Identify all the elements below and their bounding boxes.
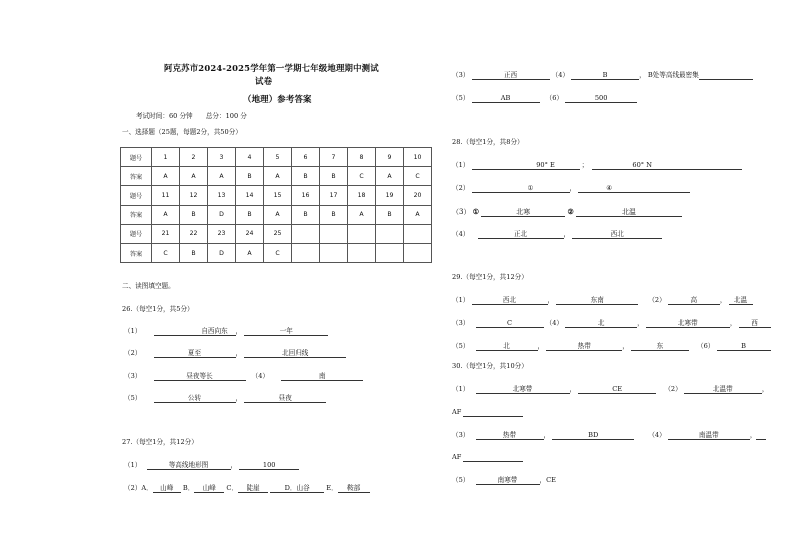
table-row: [121, 205, 432, 224]
table-cell: 2: [180, 148, 208, 167]
q-number: （4）: [452, 230, 470, 238]
table-cell: A: [376, 167, 404, 186]
answer-blank: [244, 394, 326, 403]
answer-blank: [565, 319, 637, 328]
section1-title: 一、选择题（25题，每题2分，共50分）: [122, 128, 242, 136]
table-cell: [404, 243, 432, 262]
q30-line2b: [452, 453, 523, 462]
table-cell: B: [180, 205, 208, 224]
answer-text: B: [602, 71, 608, 79]
answer-blank: [472, 296, 548, 305]
answer-blank: [739, 319, 771, 328]
q30-line1b: [452, 408, 523, 417]
answer-blank: [756, 431, 766, 440]
table-cell: 5: [264, 148, 292, 167]
row-label: 题号: [121, 186, 152, 205]
table-cell: C: [404, 167, 432, 186]
answer-text: 南: [318, 372, 326, 380]
answer-blank: [463, 408, 523, 417]
answer-text: 夏至: [187, 349, 202, 357]
q-number: （6）: [697, 342, 715, 350]
answer-table: [120, 147, 432, 263]
answer-text: 北温: [621, 208, 636, 216]
table-cell: 10: [404, 148, 432, 167]
answer-blank: [472, 161, 580, 170]
q-number: （3）: [452, 71, 470, 79]
row-label: 答案: [121, 167, 152, 186]
answer-blank: [576, 208, 682, 217]
answer-blank: [244, 327, 328, 336]
exam-subtitle: （地理）参考答案: [243, 94, 312, 104]
table-cell: 13: [208, 186, 236, 205]
row-label: 答案: [121, 243, 152, 262]
q-number: （2）: [664, 385, 682, 393]
row-label: 题号: [121, 224, 152, 243]
table-cell: A: [264, 167, 292, 186]
table-cell: D: [208, 205, 236, 224]
q-number: （2）: [648, 296, 666, 304]
answer-text: CE: [546, 476, 556, 484]
q-number: （2）: [452, 184, 470, 192]
answer-blank: [463, 453, 523, 462]
q-number: （5）: [452, 342, 470, 350]
answer-text: ①: [527, 184, 534, 192]
q26-header: 26.（每空1分，共5分）: [122, 305, 194, 313]
answer-blank: [481, 208, 565, 217]
answer-text: 北: [597, 319, 605, 327]
table-cell: 15: [264, 186, 292, 205]
answer-text: 东: [656, 342, 664, 350]
answer-blank: [631, 342, 689, 351]
answer-blank: [281, 372, 363, 381]
q27-line3: （3） 正西 （4） B ， B处等高线最密集: [452, 71, 753, 80]
answer-blank: [476, 342, 538, 351]
answer-blank: [572, 230, 662, 239]
table-row: [121, 148, 432, 167]
table-cell: 8: [348, 148, 376, 167]
table-cell: 19: [376, 186, 404, 205]
answer-text: 鞍部: [347, 484, 361, 492]
answer-text: 昼夜等长: [186, 372, 213, 380]
answer-blank: [592, 161, 742, 170]
table-cell: 7: [320, 148, 348, 167]
answer-blank: [472, 71, 550, 80]
q29-line2: （3） C （4） 北 ， 北寒带 ， 西: [452, 319, 771, 328]
table-cell: [376, 224, 404, 243]
answer-blank: [699, 71, 753, 80]
option-letter: B．: [182, 484, 195, 492]
answer-blank: [668, 296, 720, 305]
table-cell: 9: [376, 148, 404, 167]
q28-line4: （4） 正北 ， 西北: [452, 230, 662, 239]
row-label: 题号: [121, 148, 152, 167]
q-number: （4）: [545, 319, 563, 327]
answer-blank: [153, 484, 181, 493]
answer-blank: [472, 94, 540, 103]
answer-text: 北寒带: [512, 385, 533, 393]
q-number: （6）: [545, 94, 563, 102]
answer-text: 90° E: [536, 161, 555, 169]
q-number: （4）: [251, 372, 269, 380]
answer-text: BD: [588, 431, 599, 439]
answer-blank: [729, 296, 753, 305]
table-cell: B: [292, 205, 320, 224]
table-cell: B: [376, 205, 404, 224]
q-number: （3）: [452, 319, 470, 327]
answer-text: 自西向东: [201, 327, 228, 335]
table-row: [121, 186, 432, 205]
q26-line3: [124, 372, 363, 381]
q28-header: 28.（每空1分，共8分）: [452, 138, 524, 146]
exam-title-line2: 试卷: [255, 76, 273, 86]
table-cell: B: [320, 167, 348, 186]
answer-blank: [194, 484, 224, 493]
row-label: 答案: [121, 205, 152, 224]
answer-text: CE: [612, 385, 623, 393]
answer-text: ④: [606, 184, 613, 192]
table-cell: [320, 224, 348, 243]
q-number: （3）: [124, 372, 142, 380]
answer-text: D．山谷: [284, 484, 310, 492]
q27-line1: （1） 等高线地形图 ， 100: [124, 461, 299, 470]
answer-text: 西北: [610, 230, 624, 238]
answer-text: 500: [594, 94, 608, 102]
table-cell: A: [152, 205, 180, 224]
answer-text: B处等高线最密集: [647, 71, 699, 79]
answer-text: 陡崖: [246, 484, 260, 492]
table-cell: C: [264, 243, 292, 262]
table-cell: A: [236, 243, 264, 262]
answer-blank: [478, 230, 564, 239]
table-cell: 11: [152, 186, 180, 205]
answer-blank: [476, 431, 544, 440]
q-number: （2）: [124, 484, 142, 492]
answer-blank: [571, 71, 639, 80]
table-cell: D: [208, 243, 236, 262]
answer-text: 昼夜: [278, 394, 292, 402]
option-letter: E．: [326, 484, 338, 492]
q30-line2: （3） 热带 ， BD （4） 南温带 ，: [452, 431, 766, 440]
answer-text: B: [741, 342, 746, 350]
answer-blank: [684, 385, 762, 394]
table-cell: 12: [180, 186, 208, 205]
q-number: （1）: [452, 385, 470, 393]
answer-blank: [244, 349, 346, 358]
answer-text: 热带: [577, 342, 591, 350]
answer-blank: [472, 184, 570, 193]
answer-text: 高: [690, 296, 698, 304]
table-cell: B: [180, 243, 208, 262]
q28-line1: （1） 90° E ； 60° N: [452, 161, 742, 170]
table-cell: A: [152, 167, 180, 186]
marker: ②: [567, 207, 574, 216]
table-cell: C: [348, 167, 376, 186]
answer-blank: [578, 184, 690, 193]
table-cell: [404, 224, 432, 243]
table-cell: 24: [236, 224, 264, 243]
q-number: （4）: [551, 71, 569, 79]
q26-line2: （2） 夏至 ， 北回归线: [124, 349, 346, 358]
answer-blank: [717, 342, 771, 351]
q29-header: 29.（每空1分，共12分）: [452, 273, 528, 281]
answer-blank: [154, 372, 246, 381]
option-letter: C．: [226, 484, 239, 492]
marker: ①: [472, 207, 479, 216]
answer-text: 北寒带: [677, 319, 698, 327]
table-cell: 14: [236, 186, 264, 205]
answer-blank: [147, 461, 231, 470]
table-cell: C: [152, 243, 180, 262]
answer-blank: [476, 385, 570, 394]
section2-title: 二、读图填空题。: [122, 282, 175, 290]
answer-text: 南温带: [698, 431, 719, 439]
answer-blank: [646, 319, 730, 328]
option-letter: A．: [141, 484, 153, 492]
q29-line3: （5） 北 ， 热带 ， 东 （6） B: [452, 342, 771, 351]
table-cell: 25: [264, 224, 292, 243]
answer-text: 山峰: [160, 484, 174, 492]
answer-text: 正西: [503, 71, 518, 79]
answer-text: 热带: [502, 431, 517, 439]
table-cell: [348, 224, 376, 243]
q-number: （1）: [452, 296, 470, 304]
answer-blank: [270, 484, 324, 493]
answer-text: 正北: [513, 230, 528, 238]
answer-text: 等高线地形图: [168, 461, 209, 469]
table-cell: 18: [348, 186, 376, 205]
q30-line3: （5） 南寒带 ，CE: [452, 476, 556, 484]
q-number: （3）: [452, 208, 471, 216]
q-number: （4）: [648, 431, 666, 439]
answer-text: 西北: [502, 296, 517, 304]
table-cell: [376, 243, 404, 262]
table-cell: 23: [208, 224, 236, 243]
answer-text: AF: [452, 453, 462, 461]
answer-text: 北寒: [516, 208, 531, 216]
answer-text: 60° N: [632, 161, 652, 169]
table-cell: [292, 224, 320, 243]
table-row: [121, 243, 432, 262]
q26-line1: （1） 自西向东 ， 一年: [124, 327, 328, 336]
answer-blank: [578, 385, 656, 394]
answer-blank: [154, 349, 236, 358]
answer-text: 北温带: [712, 385, 733, 393]
table-cell: B: [236, 205, 264, 224]
table-cell: 21: [152, 224, 180, 243]
answer-blank: [556, 296, 638, 305]
table-cell: A: [264, 205, 292, 224]
answer-blank: [565, 94, 637, 103]
answer-text: 100: [262, 461, 276, 469]
answer-text: 一年: [279, 327, 293, 335]
table-cell: 4: [236, 148, 264, 167]
table-cell: B: [292, 167, 320, 186]
answer-blank: [552, 431, 634, 440]
answer-blank: [476, 319, 544, 328]
answer-blank: [239, 461, 299, 470]
answer-blank: [238, 484, 268, 493]
table-cell: [292, 243, 320, 262]
table-cell: B: [320, 205, 348, 224]
exam-title-line1: 阿克苏市2024-2025学年第一学期七年级地理期中测试: [164, 63, 379, 73]
q29-line1: （1） 西北 ， 东南 （2） 高 ， 北温: [452, 296, 753, 305]
answer-blank: [154, 394, 236, 403]
exam-info: 考试时间：60 分钟 总分：100 分: [136, 112, 247, 120]
table-cell: 16: [292, 186, 320, 205]
answer-text: AB: [500, 94, 511, 102]
answer-text: 南寒带: [497, 476, 518, 484]
q28-line2: （2） ① ， ④: [452, 184, 690, 193]
table-cell: [320, 243, 348, 262]
answer-text: C: [506, 319, 513, 327]
answer-blank: [476, 476, 540, 485]
answer-text: 西: [751, 319, 758, 327]
table-row: [121, 167, 432, 186]
q-number: （1）: [124, 327, 142, 335]
table-cell: 6: [292, 148, 320, 167]
q-number: （2）: [124, 349, 142, 357]
table-row: [121, 224, 432, 243]
q26-line4: （5） 公转 ， 昼夜: [124, 394, 326, 403]
answer-blank: [154, 327, 236, 336]
q27-line4: [452, 94, 637, 103]
table-cell: 22: [180, 224, 208, 243]
answer-text: 北温: [733, 296, 748, 304]
answer-text: 东南: [590, 296, 604, 304]
answer-text: 北回归线: [282, 349, 309, 357]
table-cell: B: [236, 167, 264, 186]
q-number: （3）: [452, 431, 470, 439]
answer-text: 北: [503, 342, 510, 350]
answer-blank: [338, 484, 370, 493]
q30-header: 30.（每空1分，共10分）: [452, 362, 528, 370]
table-cell: 3: [208, 148, 236, 167]
table-cell: 17: [320, 186, 348, 205]
answer-text: 公转: [187, 394, 202, 402]
answer-blank: [668, 431, 750, 440]
q-number: （5）: [452, 94, 470, 102]
table-cell: A: [208, 167, 236, 186]
q-number: （1）: [452, 161, 470, 169]
answer-text: 山峰: [202, 484, 216, 492]
table-cell: A: [180, 167, 208, 186]
table-cell: [348, 243, 376, 262]
q27-line2: [124, 484, 370, 493]
answer-text: AF: [452, 408, 462, 416]
q28-line3: [452, 207, 682, 217]
q30-line1: （1） 北寒带 ， CE （2） 北温带 ，: [452, 385, 769, 393]
table-cell: 20: [404, 186, 432, 205]
q27-header: 27.（每空1分，共12分）: [122, 438, 198, 446]
table-cell: A: [404, 205, 432, 224]
q-number: （1）: [124, 461, 142, 469]
answer-blank: [546, 342, 622, 351]
q-number: （5）: [452, 476, 470, 484]
table-cell: A: [348, 205, 376, 224]
table-cell: 1: [152, 148, 180, 167]
q-number: （5）: [124, 394, 142, 402]
